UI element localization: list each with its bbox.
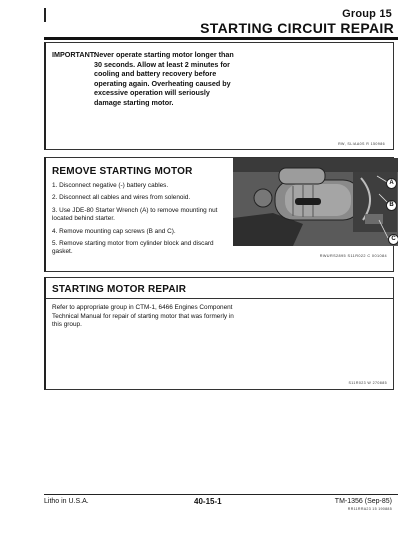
group-label: Group 15 (342, 8, 392, 20)
header-rule (44, 37, 398, 40)
removal-step: 3. Use JDE-80 Starter Wrench (A) to remove mounting nut located behind starter. (52, 206, 218, 223)
removal-step: 2. Disconnect all cables and wires from solenoid. (52, 194, 191, 202)
repair-section-title: STARTING MOTOR REPAIR (52, 284, 187, 295)
important-reference-code: RW, SLIAA0S R 150986 (338, 142, 385, 146)
header-margin-bar (44, 8, 46, 22)
removal-step: 5. Remove starting motor from cylinder block and discard gasket. (52, 240, 214, 256)
callout-a-marker: A (386, 178, 397, 189)
removal-steps-list (52, 182, 224, 261)
footer-rule (44, 494, 398, 495)
manual-number: TM-1356 (Sep-85) (334, 498, 392, 505)
remove-starting-motor-panel (44, 157, 394, 272)
important-text: Never operate starting motor longer than 30 seconds. Allow at least 2 minutes for cooling and battery recovery before operating again. Overheating caused by excessive operation will seriously damage starting motor. (94, 50, 234, 107)
section-title: STARTING CIRCUIT REPAIR (200, 20, 394, 36)
starting-motor-photo (233, 158, 398, 246)
repair-reference-code: S11R023 W 270885 (348, 381, 387, 385)
photo-reference-code: RWURS2895 S11R022 C 001084 (319, 254, 387, 258)
remove-section-title: REMOVE STARTING MOTOR (52, 166, 193, 177)
page-number: 40-15-1 (194, 497, 222, 506)
important-panel (44, 42, 394, 150)
removal-step: 1. Disconnect negative (-) battery cables. (52, 182, 169, 189)
repair-instructions: Refer to appropriate group in CTM-1, 6466 Engines Component Technical Manual for repair of starting motor that was formerly in this group. (52, 304, 234, 329)
footer-reference-code: RR11RRA23 15 190885 (347, 507, 392, 511)
starting-motor-illustration (233, 158, 398, 246)
callout-b-marker: B (386, 200, 397, 211)
callout-c-marker: C (388, 234, 398, 245)
footer-litho: Litho in U.S.A. (44, 498, 89, 505)
repair-title-rule (46, 298, 393, 299)
starting-motor-repair-panel (44, 277, 394, 390)
removal-step: 4. Remove mounting cap screws (B and C). (52, 227, 176, 235)
important-label: IMPORTANT: (52, 50, 96, 59)
